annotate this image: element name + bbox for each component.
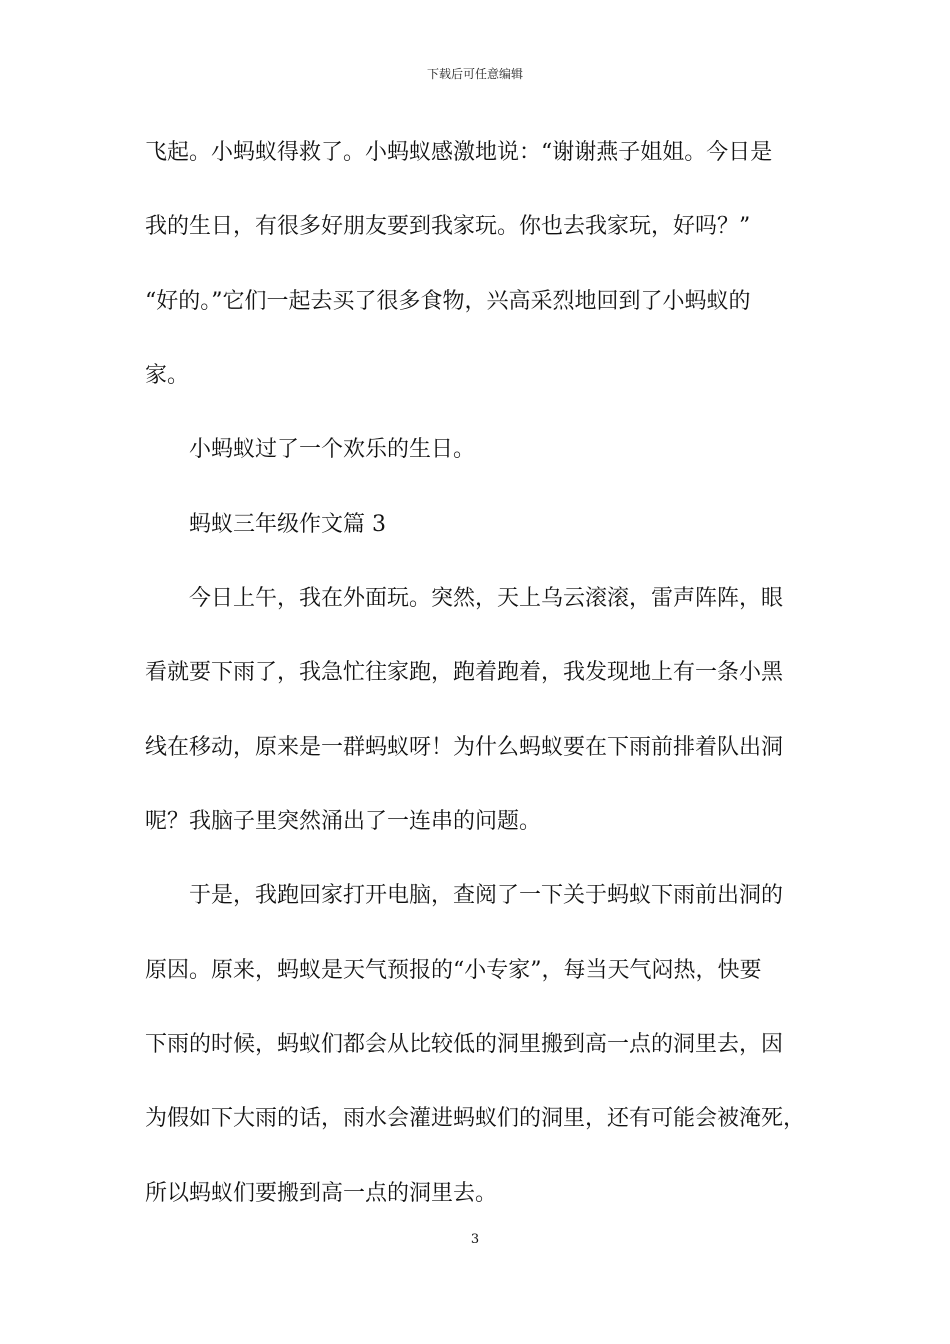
text-line-4: 家。 — [145, 363, 190, 388]
text-line-2: 我的生日，有很多好朋友要到我家玩。你也去我家玩，好吗？” — [145, 214, 751, 239]
text-line-11: 于是，我跑回家打开电脑，查阅了一下关于蚂蚁下雨前出洞的 — [189, 883, 784, 908]
text-line-15: 所以蚂蚁们要搬到高一点的洞里去。 — [145, 1181, 498, 1206]
text-line-5: 小蚂蚁过了一个欢乐的生日。 — [189, 437, 476, 462]
text-line-14: 为假如下大雨的话，雨水会灌进蚂蚁们的洞里，还有可能会被淹死， — [145, 1106, 806, 1131]
text-line-10: 呢？我脑子里突然涌出了一连串的问题。 — [145, 809, 542, 834]
text-line-7: 今日上午，我在外面玩。突然，天上乌云滚滚，雷声阵阵，眼 — [189, 586, 784, 611]
text-line-12: 原因。原来，蚂蚁是天气预报的“小专家”，每当天气闷热，快要 — [145, 958, 762, 983]
page-number: 3 — [470, 1232, 480, 1247]
text-line-1: 飞起。小蚂蚁得救了。小蚂蚁感激地说：“谢谢燕子姐姐。今日是 — [145, 140, 773, 165]
text-line-9: 线在移动，原来是一群蚂蚁呀！为什么蚂蚁要在下雨前排着队出洞 — [145, 735, 784, 760]
text-line-3: “好的。”它们一起去买了很多食物，兴高采烈地回到了小蚂蚁的 — [145, 289, 751, 314]
text-line-13: 下雨的时候，蚂蚁们都会从比较低的洞里搬到高一点的洞里去，因 — [145, 1032, 784, 1057]
text-line-8: 看就要下雨了，我急忙往家跑，跑着跑着，我发现地上有一条小黑 — [145, 660, 784, 685]
page-header: 下载后可任意编辑 — [426, 67, 523, 81]
section-heading: 蚂蚁三年级作文篇 3 — [189, 512, 386, 537]
